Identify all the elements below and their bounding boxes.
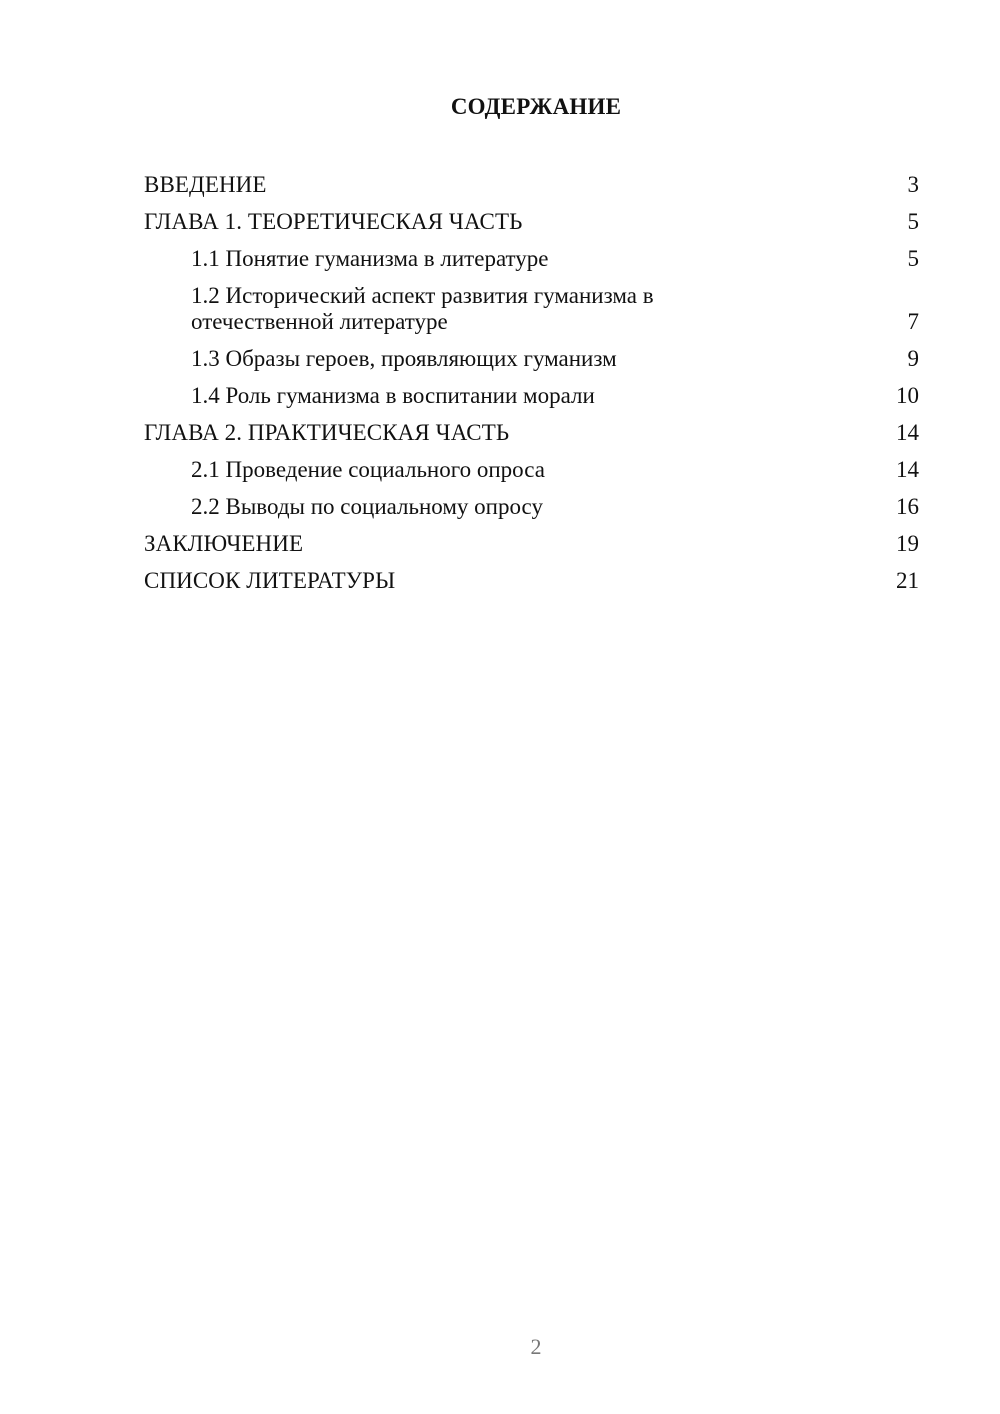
toc-entry-text: 1.2 Исторический аспект развития гуманизма в отечественной литературе xyxy=(191,283,654,334)
page-number: 2 xyxy=(530,1334,542,1359)
toc-entry-text: 2.2 Выводы по социальному опросу xyxy=(191,494,543,519)
toc-entry-page: 19 xyxy=(896,531,919,556)
toc-entry-chapter-2 xyxy=(144,415,919,452)
toc-entry-text: ГЛАВА 2. ПРАКТИЧЕСКАЯ ЧАСТЬ xyxy=(144,420,510,445)
toc-entry-section-2-1 xyxy=(144,452,919,489)
toc-entry-section-1-4 xyxy=(144,378,919,415)
toc-entry-introduction xyxy=(144,167,919,204)
toc-entry-chapter-1 xyxy=(144,204,919,241)
toc-entry-section-1-3 xyxy=(144,341,919,378)
toc-entry-page: 9 xyxy=(907,346,919,371)
toc-entry-page: 7 xyxy=(907,309,919,334)
toc-entry-page: 16 xyxy=(896,494,919,519)
toc-entry-section-2-2 xyxy=(144,489,919,526)
toc-entry-section-1-2 xyxy=(144,278,919,341)
table-of-contents xyxy=(144,167,919,600)
toc-entry-text: 1.4 Роль гуманизма в воспитании морали xyxy=(191,383,595,408)
toc-entry-page: 10 xyxy=(896,383,919,408)
toc-entry-text: ГЛАВА 1. ТЕОРЕТИЧЕСКАЯ ЧАСТЬ xyxy=(144,209,523,234)
toc-entry-page: 14 xyxy=(896,420,919,445)
toc-entry-page: 21 xyxy=(896,568,919,593)
toc-entry-page: 5 xyxy=(907,246,919,271)
toc-entry-text: ВВЕДЕНИЕ xyxy=(144,172,267,197)
toc-entry-bibliography xyxy=(144,563,919,600)
toc-entry-text: 1.3 Образы героев, проявляющих гуманизм xyxy=(191,346,617,371)
toc-entry-page: 14 xyxy=(896,457,919,482)
toc-entry-text: 1.1 Понятие гуманизма в литературе xyxy=(191,246,549,271)
toc-entry-page: 3 xyxy=(907,172,919,197)
toc-entry-text: СПИСОК ЛИТЕРАТУРЫ xyxy=(144,568,396,593)
toc-entry-section-1-1 xyxy=(144,241,919,278)
toc-entry-text: 2.1 Проведение социального опроса xyxy=(191,457,545,482)
toc-entry-page: 5 xyxy=(907,209,919,234)
toc-entry-conclusion xyxy=(144,526,919,563)
toc-title: СОДЕРЖАНИЕ xyxy=(450,94,622,119)
toc-entry-text: ЗАКЛЮЧЕНИЕ xyxy=(144,531,304,556)
